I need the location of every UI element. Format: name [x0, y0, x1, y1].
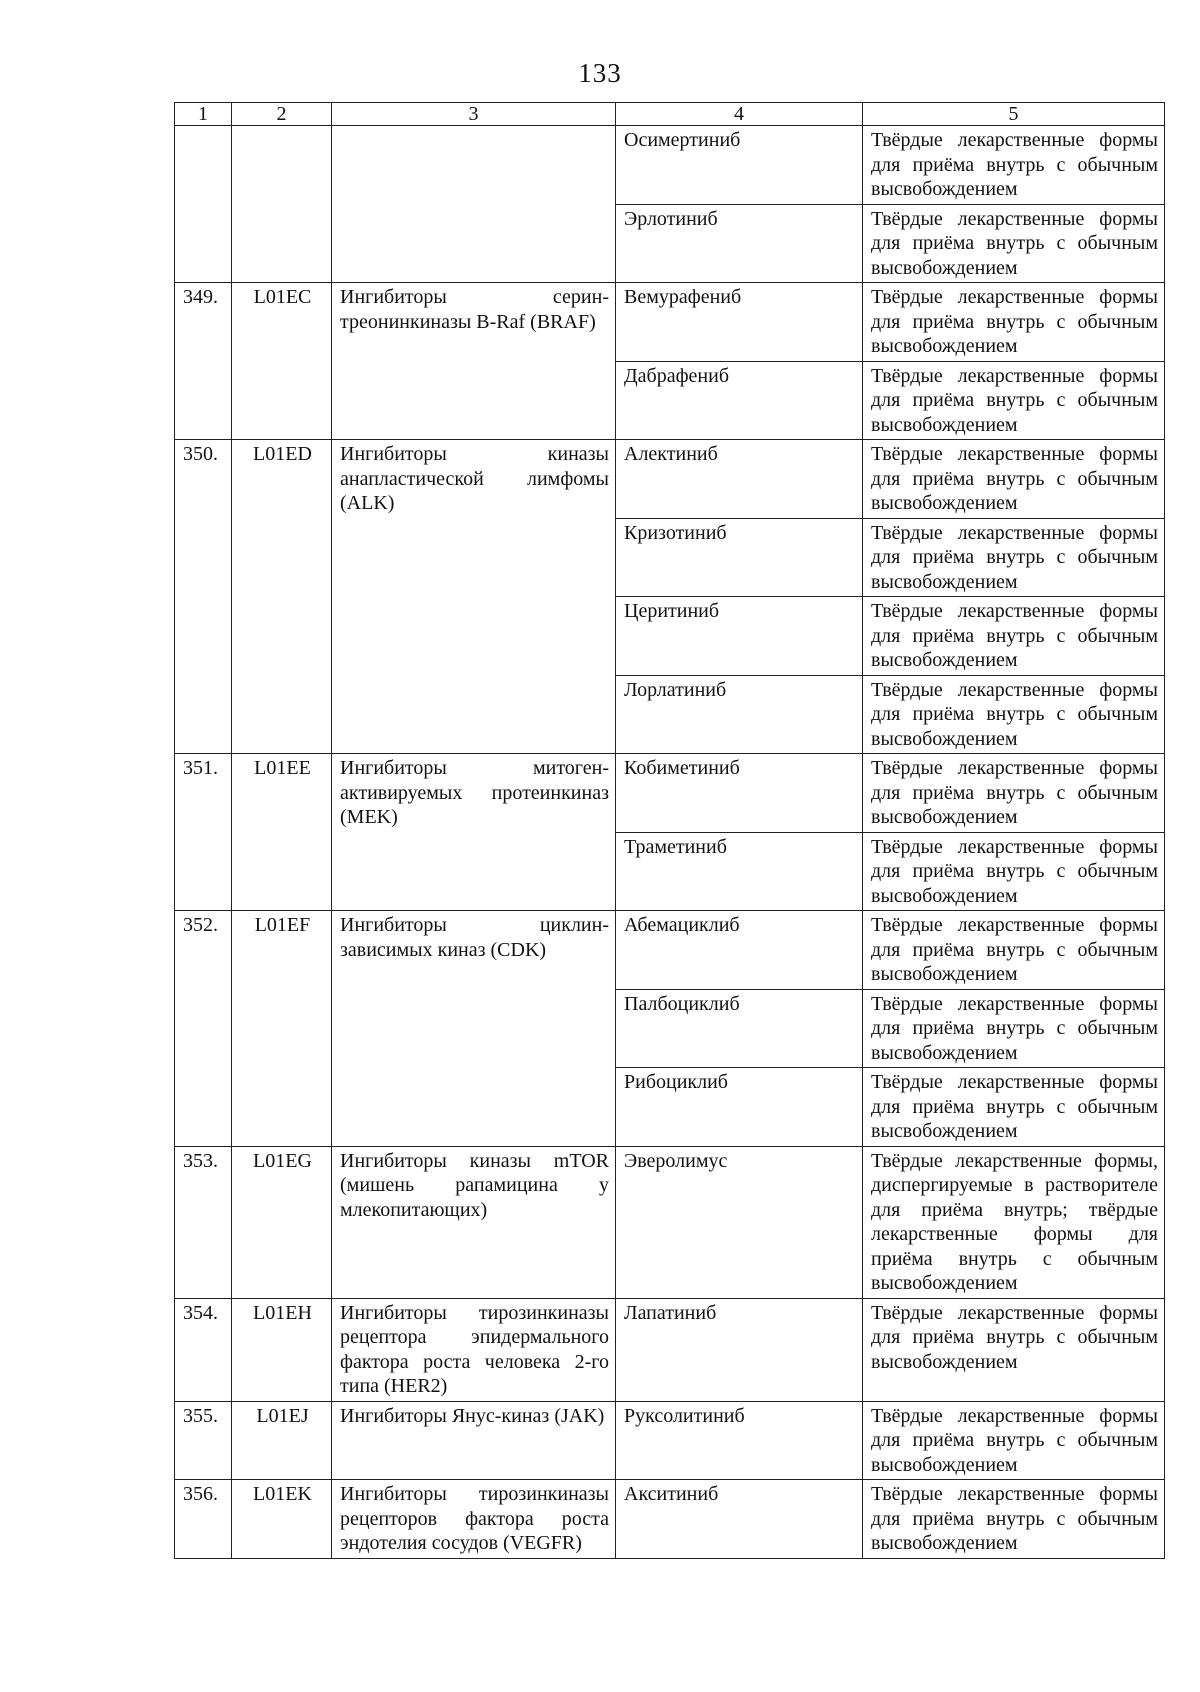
drug-name: Эверолимус	[616, 1146, 863, 1298]
drug-name: Руксолитиниб	[616, 1401, 863, 1480]
dosage-form: Твёрдые лекарственные формы для приёма внутрь с обычным высвобождением	[863, 911, 1165, 990]
drug-name: Осимертиниб	[616, 126, 863, 205]
table-row	[175, 1146, 1165, 1298]
atc-code: L01EG	[232, 1146, 332, 1298]
dosage-form: Твёрдые лекарственные формы для приёма внутрь с обычным высвобождением	[863, 989, 1165, 1068]
drug-name: Церитиниб	[616, 597, 863, 676]
table-row	[175, 1298, 1165, 1401]
dosage-form: Твёрдые лекарственные формы для приёма внутрь с обычным высвобождением	[863, 1298, 1165, 1401]
drug-name: Траметиниб	[616, 832, 863, 911]
table-row	[175, 911, 1165, 990]
table-row	[175, 1401, 1165, 1480]
dosage-form: Твёрдые лекарственные формы для приёма внутрь с обычным высвобождением	[863, 1401, 1165, 1480]
drug-name: Вемурафениб	[616, 283, 863, 362]
atc-code: L01EC	[232, 283, 332, 440]
atc-code: L01EJ	[232, 1401, 332, 1480]
header-col-5: 5	[863, 103, 1165, 126]
group-number: 356.	[175, 1480, 232, 1559]
group-number: 354.	[175, 1298, 232, 1401]
header-col-1: 1	[175, 103, 232, 126]
table-row	[175, 754, 1165, 833]
drug-name: Рибоциклиб	[616, 1068, 863, 1147]
dosage-form: Твёрдые лекарственные формы для приёма внутрь с обычным высвобождением	[863, 361, 1165, 440]
header-col-4: 4	[616, 103, 863, 126]
group-number: 352.	[175, 911, 232, 1147]
group-description: Ингибиторы киназы анапластической лимфомы (ALK)	[332, 440, 616, 754]
table-row	[175, 126, 1165, 205]
drug-name: Абемациклиб	[616, 911, 863, 990]
drug-table	[174, 102, 1165, 1559]
drug-name: Кризотиниб	[616, 518, 863, 597]
dosage-form: Твёрдые лекарственные формы для приёма внутрь с обычным высвобождением	[863, 1480, 1165, 1559]
group-description: Ингибиторы циклин-зависимых киназ (CDK)	[332, 911, 616, 1147]
atc-code: L01EF	[232, 911, 332, 1147]
group-description: Ингибиторы Янус-киназ (JAK)	[332, 1401, 616, 1480]
table-header-row	[175, 103, 1165, 126]
table-row	[175, 440, 1165, 519]
group-description	[332, 126, 616, 283]
atc-code: L01EK	[232, 1480, 332, 1559]
group-description: Ингибиторы киназы mTOR (мишень рапамицина у млекопитающих)	[332, 1146, 616, 1298]
atc-code: L01EH	[232, 1298, 332, 1401]
dosage-form: Твёрдые лекарственные формы для приёма внутрь с обычным высвобождением	[863, 832, 1165, 911]
group-number: 350.	[175, 440, 232, 754]
drug-name: Дабрафениб	[616, 361, 863, 440]
header-col-3: 3	[332, 103, 616, 126]
atc-code: L01EE	[232, 754, 332, 911]
table-body	[175, 103, 1165, 1559]
dosage-form: Твёрдые лекарственные формы для приёма внутрь с обычным высвобождением	[863, 440, 1165, 519]
drug-name: Лорлатиниб	[616, 675, 863, 754]
atc-code: L01ED	[232, 440, 332, 754]
dosage-form: Твёрдые лекарственные формы для приёма внутрь с обычным высвобождением	[863, 597, 1165, 676]
dosage-form: Твёрдые лекарственные формы для приёма внутрь с обычным высвобождением	[863, 1068, 1165, 1147]
header-col-2: 2	[232, 103, 332, 126]
group-number	[175, 126, 232, 283]
table-row	[175, 1480, 1165, 1559]
drug-name: Алектиниб	[616, 440, 863, 519]
dosage-form: Твёрдые лекарственные формы для приёма внутрь с обычным высвобождением	[863, 754, 1165, 833]
group-number: 351.	[175, 754, 232, 911]
dosage-form: Твёрдые лекарственные формы для приёма внутрь с обычным высвобождением	[863, 126, 1165, 205]
table-row	[175, 283, 1165, 362]
atc-code	[232, 126, 332, 283]
dosage-form: Твёрдые лекарственные формы для приёма внутрь с обычным высвобождением	[863, 283, 1165, 362]
group-number: 353.	[175, 1146, 232, 1298]
group-description: Ингибиторы тирозинкиназы рецептора эпидермального фактора роста человека 2-го типа (HER2)	[332, 1298, 616, 1401]
dosage-form: Твёрдые лекарственные формы для приёма внутрь с обычным высвобождением	[863, 675, 1165, 754]
dosage-form: Твёрдые лекарственные формы для приёма внутрь с обычным высвобождением	[863, 204, 1165, 283]
group-description: Ингибиторы тирозинкиназы рецепторов фактора роста эндотелия сосудов (VEGFR)	[332, 1480, 616, 1559]
group-number: 349.	[175, 283, 232, 440]
group-description: Ингибиторы митоген-активируемых протеинкиназ (MEK)	[332, 754, 616, 911]
dosage-form: Твёрдые лекарственные формы для приёма внутрь с обычным высвобождением	[863, 518, 1165, 597]
page-number: 133	[578, 58, 622, 88]
dosage-form: Твёрдые лекарственные формы, диспергируемые в растворителе для приёма внутрь; твёрдые лекарственные формы для приёма внутрь с обычным высвобождением	[863, 1146, 1165, 1298]
drug-name: Акситиниб	[616, 1480, 863, 1559]
group-description: Ингибиторы серин-треонинкиназы B-Raf (BRAF)	[332, 283, 616, 440]
group-number: 355.	[175, 1401, 232, 1480]
drug-name: Кобиметиниб	[616, 754, 863, 833]
drug-name: Эрлотиниб	[616, 204, 863, 283]
drug-name: Палбоциклиб	[616, 989, 863, 1068]
drug-name: Лапатиниб	[616, 1298, 863, 1401]
